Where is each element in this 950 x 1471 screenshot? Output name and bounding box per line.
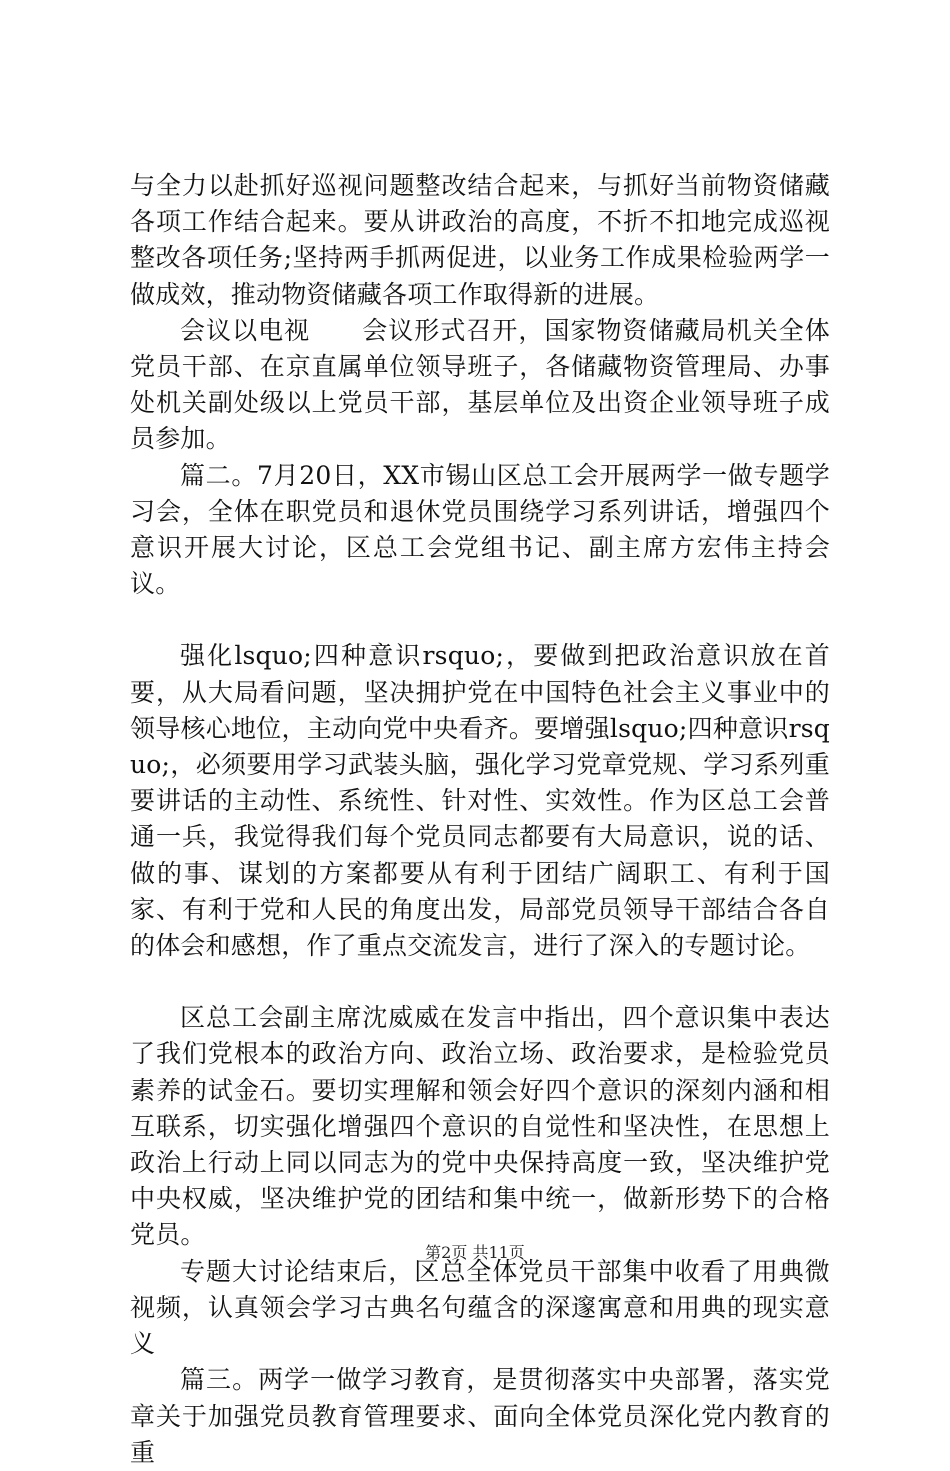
paragraph-part-two: 篇二。7月20日，XX市锡山区总工会开展两学一做专题学习会，全体在职党员和退休党员围绕学习系列讲话，增强四个意识开展大讨论，区总工会党组书记、副主席方宏伟主持会议。 (130, 460, 830, 599)
paragraph-part-three: 篇三。两学一做学习教育，是贯彻落实中央部署，落实党章关于加强党员教育管理要求、面向全体党员深化党内教育的重 (130, 1365, 830, 1467)
paragraph-gap (130, 964, 830, 1000)
page-number-footer: 第2页 共11页 (425, 1243, 525, 1262)
paragraph-continuation: 与全力以赴抓好巡视问题整改结合起来，与抓好当前物资储藏各项工作结合起来。要从讲政治的高度，不折不扣地完成巡视整改各项任务;坚持两手抓两促进，以业务工作成果检验两学一做成效，推动物资储藏各项工作取得新的进展。 (130, 171, 830, 309)
paragraph-gap (130, 602, 830, 638)
paragraph-four-consciousness: 强化lsquo;四种意识rsquo;，要做到把政治意识放在首要，从大局看问题，坚决拥护党在中国特色社会主义事业中的领导核心地位，主动向党中央看齐。要增强lsquo;四种意识rsquo;，必须要用学习武装头脑，强化学习党章党规、学习系列重要讲话的主动性、系统性、针对性、实效性。作为区总工会普通一兵，我觉得我们每个党员同志都要有大局意识，说的话、做的事、谋划的方案都要从有利于团结广阔职工、有利于国家、有利于党和人民的角度出发，局部党员领导干部结合各自的体会和感想，作了重点交流发言，进行了深入的专题讨论。 (130, 641, 830, 961)
document-body (130, 168, 830, 1471)
paragraph-vice-chair-speech: 区总工会副主席沈威威在发言中指出，四个意识集中表达了我们党根本的政治方向、政治立场、政治要求，是检验党员素养的试金石。要切实理解和领会好四个意识的深刻内涵和相互联系，切实强化增强四个意识的自觉性和坚决性，在思想上政治上行动上同以同志为的党中央保持高度一致，坚决维护党中央权威，坚决维护党的团结和集中统一，做新形势下的合格党员。 (130, 1003, 830, 1250)
paragraph-meeting-format: 会议以电视 会议形式召开，国家物资储藏局机关全体党员干部、在京直属单位领导班子，各储藏物资管理局、办事处机关副处级以上党员干部，基层单位及出资企业领导班子成员参加。 (130, 315, 830, 454)
paragraph-video-viewing: 专题大讨论结束后，区总全体党员干部集中收看了用典微视频，认真领会学习古典名句蕴含的深邃寓意和用典的现实意义 (130, 1256, 830, 1359)
